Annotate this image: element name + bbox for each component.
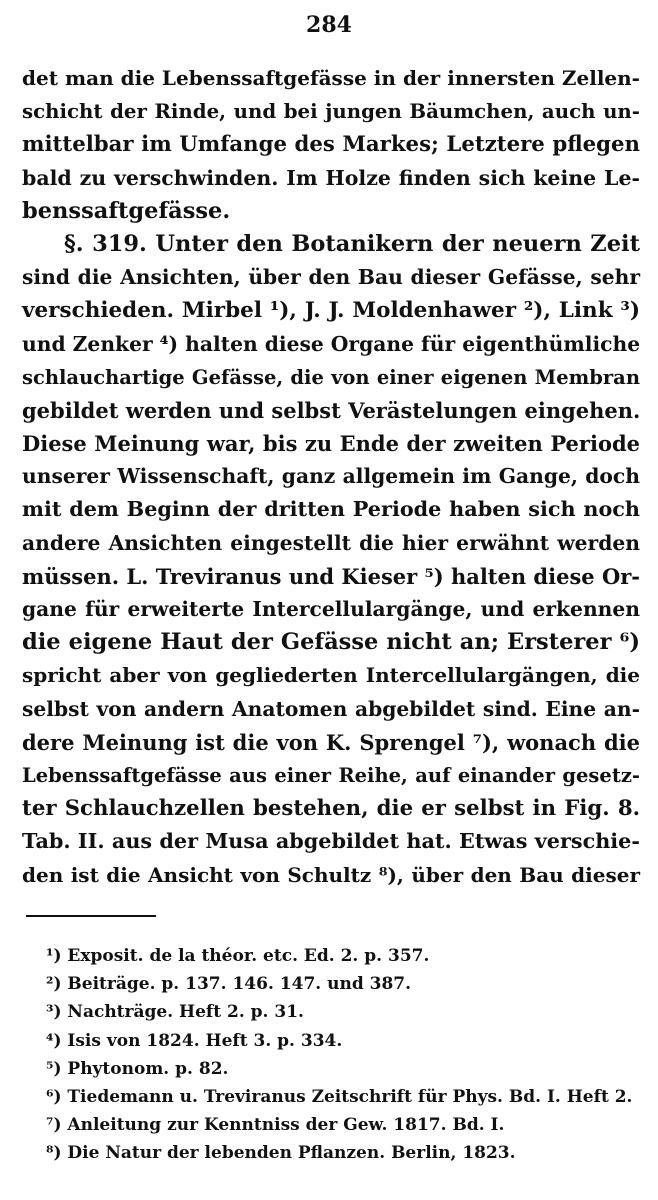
footnote: ²) Beiträge. p. 137. 146. 147. und 387. <box>46 974 412 995</box>
text-line: den ist die Ansicht von Schultz ⁸), über den Bau dieser <box>22 862 640 887</box>
text-line: ter Schlauchzellen bestehen, die er selbst in Fig. 8. <box>22 796 640 822</box>
footnote-separator <box>26 915 156 917</box>
page-number: 284 <box>306 12 352 38</box>
footnote: ⁷) Anleitung zur Kenntniss der Gew. 1817. Bd. I. <box>46 1115 505 1136</box>
text-line: Diese Meinung war, bis zu Ende der zweiten Periode <box>22 431 640 457</box>
text-line: verschieden. Mirbel ¹), J. J. Moldenhawer ²), Link ³) <box>22 298 640 324</box>
footnotes <box>46 942 636 1168</box>
text-line: müssen. L. Treviranus und Kieser ⁵) halten diese Or- <box>22 563 641 589</box>
text-line: spricht aber von gegliederten Intercellulargängen, die <box>22 663 640 688</box>
text-line: dere Meinung ist die von K. Sprengel ⁷), wonach die <box>22 729 640 755</box>
text-line: bald zu verschwinden. Im Holze finden sich keine Le- <box>22 165 640 190</box>
text-line: gebildet werden und selbst Verästelungen eingehen. <box>22 397 641 423</box>
text-line: andere Ansichten eingestellt die hier erwähnt werden <box>22 530 640 555</box>
text-line: unserer Wissenschaft, ganz allgemein im Gange, doch <box>22 464 640 489</box>
footnote: ¹) Exposit. de la théor. etc. Ed. 2. p. 357. <box>46 946 430 966</box>
text-line: die eigene Haut der Gefässe nicht an; Ersterer ⁶) <box>22 629 640 656</box>
text-line: Tab. II. aus der Musa abgebildet hat. Etwas verschie- <box>22 829 640 854</box>
text-line: schlauchartige Gefässe, die von einer eigenen Membran <box>22 365 640 389</box>
text-line: selbst von andern Anatomen abgebildet sind. Eine an- <box>22 696 640 721</box>
text-line: sind die Ansichten, über den Bau dieser Gefässe, sehr <box>22 265 640 290</box>
text-line: mittelbar im Umfange des Markes; Letztere pflegen <box>22 132 640 158</box>
text-line: gane für erweiterte Intercellulargänge, und erkennen <box>22 597 640 621</box>
text-line: mit dem Beginn der dritten Periode haben sich noch <box>22 497 640 522</box>
footnote: ⁶) Tiedemann u. Treviranus Zeitschrift für Phys. Bd. I. Heft 2. <box>46 1086 633 1107</box>
text-line: Lebenssaftgefässe aus einer Reihe, auf einander gesetz- <box>22 763 640 787</box>
text-line: benssaftgefässe. <box>22 197 231 224</box>
footnote: ⁸) Die Natur der lebenden Pflanzen. Berlin, 1823. <box>46 1143 516 1164</box>
section-heading-line: §. 319. Unter den Botanikern der neuern Zeit <box>64 230 640 257</box>
footnote: ⁵) Phytonom. p. 82. <box>46 1058 229 1079</box>
text-line: und Zenker ⁴) halten diese Organe für eigenthümliche <box>22 331 641 356</box>
footnote: ³) Nachträge. Heft 2. p. 31. <box>46 1002 304 1023</box>
text-line: schicht der Rinde, und bei jungen Bäumchen, auch un- <box>22 99 640 124</box>
body-text <box>22 62 640 892</box>
footnote: ⁴) Isis von 1824. Heft 3. p. 334. <box>46 1030 343 1051</box>
text-line: det man die Lebenssaftgefässe in der innersten Zellen- <box>22 66 640 90</box>
